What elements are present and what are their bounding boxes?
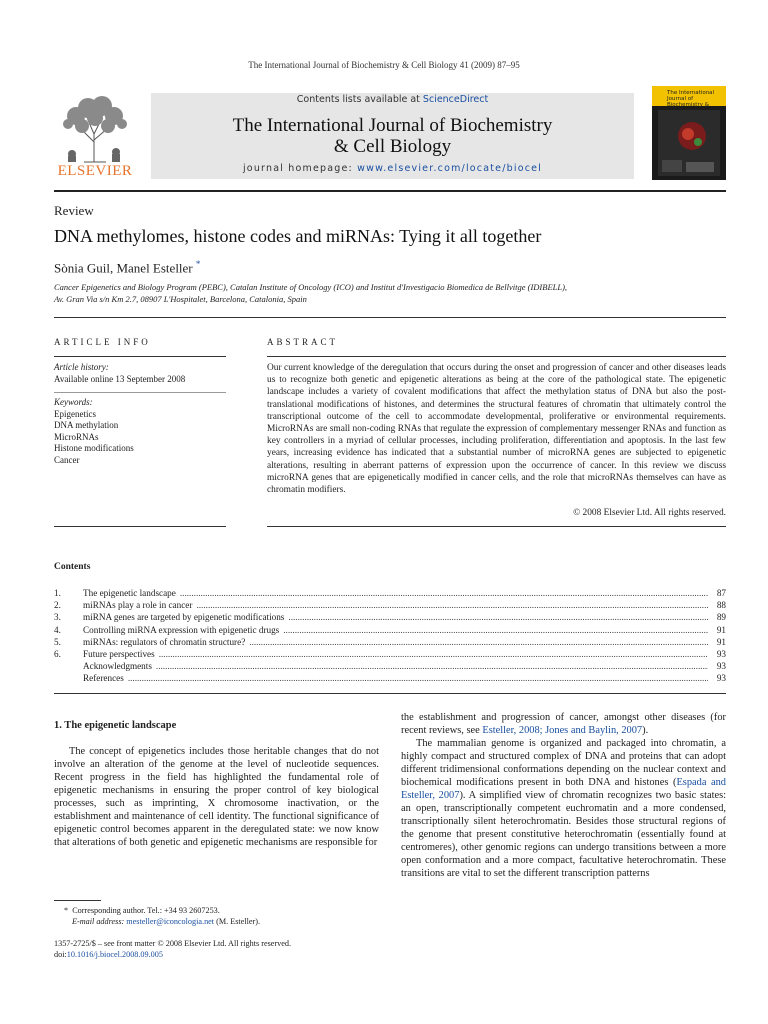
- doi-line: [54, 950, 454, 961]
- doi-label: doi:: [54, 949, 67, 959]
- toc-label: References: [83, 673, 124, 684]
- article-history-value: Available online 13 September 2008: [54, 373, 186, 384]
- toc-page: 93: [716, 673, 726, 684]
- body-text: ).: [642, 725, 649, 736]
- body-column-left: [54, 745, 379, 849]
- toc-page: 88: [716, 600, 726, 611]
- article-type: Review: [54, 203, 94, 218]
- cover-title-line-2: Biochemistry &: [667, 102, 710, 108]
- body-text: ). A simplified view of chromatin recognizes two basic states: an open, transcriptionally competent euchromatin and a more condensed, transcriptionally silent heterochromatin. Besides those structural regions of the genome that present constitutive heterochromatin (essentially found at centromeres), other genomic regions can undergo transitions between a more open conformation and a more compact, facultative heterochromatin. These transitions are vital to set the different transcription patterns: [401, 790, 726, 879]
- toc-item-epigenetic-landscape[interactable]: [54, 587, 726, 599]
- elsevier-logo: [54, 94, 136, 180]
- toc-leader: [196, 599, 708, 611]
- keyword: DNA methylation: [54, 420, 119, 430]
- contents-prefix: Contents lists available at: [296, 94, 423, 105]
- toc-number: 4.: [54, 624, 61, 635]
- journal-cover-thumbnail: [652, 86, 726, 180]
- toc-leader: [128, 672, 708, 684]
- toc-label: Controlling miRNA expression with epigenetic drugs: [83, 624, 280, 635]
- toc-label: Acknowledgments: [83, 661, 152, 672]
- doi-link[interactable]: 10.1016/j.biocel.2008.09.005: [66, 949, 163, 959]
- title-rule: [54, 317, 726, 318]
- footnote-mark: *: [64, 906, 69, 915]
- toc-label: Future perspectives: [83, 648, 155, 659]
- toc-number: 1.: [54, 588, 61, 598]
- email-link[interactable]: mesteller@iconcologia.net: [126, 916, 215, 926]
- front-matter: [54, 939, 454, 960]
- article-history: [54, 362, 226, 385]
- toc-number: 2.: [54, 600, 61, 611]
- journal-masthead: [151, 93, 634, 179]
- homepage-link[interactable]: www.elsevier.com/locate/biocel: [357, 163, 543, 174]
- sciencedirect-link[interactable]: ScienceDirect: [422, 94, 489, 105]
- keyword: Histone modifications: [54, 443, 134, 453]
- toc-number: 5.: [54, 636, 61, 647]
- cover-image-icon: [658, 110, 720, 176]
- author-names: Sònia Guil, Manel Esteller: [54, 260, 193, 276]
- email-note: [54, 917, 379, 928]
- contents-bottom-rule: [54, 693, 726, 694]
- toc-label: The epigenetic landscape: [83, 588, 176, 598]
- reference-link[interactable]: Espada and Esteller, 2007: [401, 777, 727, 801]
- homepage-prefix: journal homepage:: [242, 163, 358, 174]
- abstract-heading: ABSTRACT: [267, 337, 339, 347]
- footnote: [54, 906, 379, 927]
- body-paragraph: The concept of epigenetics includes those heritable changes that do not involve an alteration of the genome at the level of nucleotide sequences. Recent progress in the field has highlighted the fundamental role of epigenetic mechanisms in ensuring the proper control of key biological processes, such as imprinting, X chromosome inactivation, or the establishment and maintenance of cell identity. The functional significance of epigenetic control becomes apparent in the deregulated state: we now know that alterations of both genetic and epigenetic mechanisms are responsible for: [54, 746, 379, 848]
- abstract-copyright: © 2008 Elsevier Ltd. All rights reserved.: [573, 508, 726, 518]
- author-list: [54, 259, 200, 276]
- toc-leader: [180, 587, 708, 599]
- keywords-rule: [54, 392, 226, 393]
- toc-item-future-perspectives[interactable]: [54, 648, 726, 660]
- corresponding-author-note: [54, 906, 379, 917]
- toc-label: miRNA genes are targeted by epigenetic modifications: [83, 612, 285, 623]
- keyword: Cancer: [54, 454, 80, 465]
- affiliation-line-1: Cancer Epigenetics and Biology Program (PEBC), Catalan Institute of Oncology (ICO) and Institut d'Investigacio Biomedica de Bellvitge (IDIBELL),: [54, 282, 568, 292]
- keyword: Epigenetics: [54, 408, 96, 419]
- body-text: The mammalian genome is organized and packaged into chromatin, a highly compact and structured complex of DNA and proteins that can adopt different tridimensional conformations depending on the nuclear context and biochemical modifications present in both DNA and histones (: [401, 738, 726, 788]
- email-suffix: (M. Esteller).: [214, 916, 261, 926]
- contents-heading: Contents: [54, 562, 91, 572]
- article-info-bottom-rule: [54, 526, 226, 527]
- toc-label: miRNAs play a role in cancer: [83, 600, 193, 611]
- body-column-right: [401, 711, 726, 880]
- abstract-text: Our current knowledge of the deregulation that occurs during the onset and progression of cancer and other diseases leads us to recognize both genetic and epigenetic alterations as being at the core of the pathological state. The epigenetic landscape includes a variety of covalent modifications that affect the methylation status of DNA but also the post-translational modifications of histones, and determines the structural features of chromatin that ultimately control the transcriptional outcome of the cell to accommodate developmental, proliferative or environmental requirements. MicroRNAs are small non-coding RNAs that regulate the expression of complementary messenger RNAs and function as key controllers in a myriad of cellular processes, including proliferation, differentiation and apoptosis. In the last few years, increasing evidence has indicated that a substantial number of microRNA genes are subjected to epigenetic alterations, resulting in aberrant patterns of expression upon the occurrence of cancer. In this review we discuss microRNA genes that are epigenetically modified in cancer cells, and the role that microRNAs themselves can have as chromatin modifiers.: [267, 363, 726, 496]
- body-text: the establishment and progression of cancer, amongst other diseases (for recent reviews, see: [401, 712, 726, 736]
- corresponding-author-mark[interactable]: *: [195, 259, 201, 269]
- article-info-rule: [54, 356, 226, 357]
- toc-leader: [283, 624, 708, 636]
- toc-page: 89: [716, 612, 726, 623]
- reference-link[interactable]: Esteller, 2008; Jones and Baylin, 2007: [482, 725, 643, 736]
- corresponding-author-text: Corresponding author. Tel.: +34 93 2607253.: [72, 906, 220, 915]
- keywords-label: Keywords:: [54, 397, 93, 407]
- abstract-rule: [267, 356, 726, 357]
- toc-number: 3.: [54, 612, 61, 623]
- publisher-name: ELSEVIER: [57, 163, 133, 179]
- toc-item-mirnas-cancer[interactable]: [54, 599, 726, 611]
- affiliation: [54, 282, 726, 305]
- keyword: MicroRNAs: [54, 431, 99, 442]
- keywords-block: [54, 397, 226, 466]
- toc-item-mirna-genes-targeted[interactable]: [54, 611, 726, 623]
- journal-title-line-2: & Cell Biology: [333, 136, 452, 157]
- section-heading: 1. The epigenetic landscape: [54, 720, 177, 731]
- article-history-label: Article history:: [54, 362, 109, 372]
- toc-item-references[interactable]: [54, 672, 726, 684]
- email-label: E-mail address:: [72, 916, 127, 926]
- toc-page: 91: [716, 624, 726, 635]
- toc-leader: [288, 611, 708, 623]
- toc-leader: [156, 660, 708, 672]
- toc-page: 93: [716, 648, 726, 659]
- header-rule: [54, 190, 726, 192]
- toc-page: 91: [716, 636, 726, 647]
- front-matter-text: 1357-2725/$ – see front matter © 2008 Elsevier Ltd. All rights reserved.: [54, 939, 292, 948]
- body-paragraph: [401, 711, 726, 737]
- contents-availability: [151, 94, 634, 105]
- journal-homepage: [151, 163, 634, 174]
- toc-label: miRNAs: regulators of chromatin structure?: [83, 636, 246, 647]
- body-paragraph: [401, 737, 726, 880]
- toc-item-epigenetic-drugs[interactable]: [54, 624, 726, 636]
- journal-title: [151, 115, 634, 157]
- toc-page: 87: [716, 588, 726, 598]
- article-title: DNA methylomes, histone codes and miRNAs: Tying it all together: [54, 226, 542, 246]
- toc-leader: [249, 636, 708, 648]
- toc-item-acknowledgments[interactable]: [54, 660, 726, 672]
- journal-title-line-1: The International Journal of Biochemistry: [232, 115, 553, 136]
- affiliation-line-2: Av. Gran Via s/n Km 2.7, 08907 L'Hospitalet, Barcelona, Catalonia, Spain: [54, 293, 307, 304]
- journal-citation: The International Journal of Biochemistry & Cell Biology 41 (2009) 87–95: [248, 60, 520, 70]
- tree-icon: [54, 94, 136, 164]
- toc-number: 6.: [54, 648, 61, 659]
- footnote-rule: [54, 900, 101, 901]
- table-of-contents: [54, 587, 726, 685]
- cover-title-line-1: The International Journal of: [667, 90, 715, 102]
- article-info-heading: ARTICLE INFO: [54, 337, 151, 347]
- toc-item-chromatin-regulators[interactable]: [54, 636, 726, 648]
- toc-page: 93: [716, 661, 726, 672]
- toc-leader: [159, 648, 708, 660]
- abstract-bottom-rule: [267, 526, 726, 527]
